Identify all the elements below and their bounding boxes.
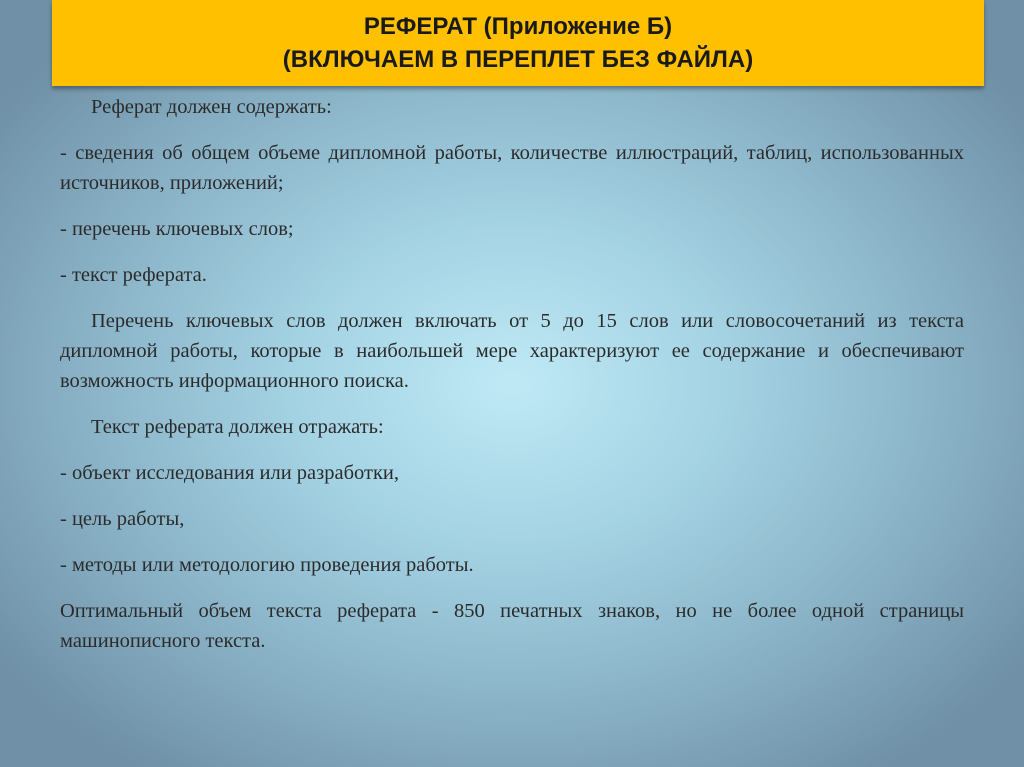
list-item: - перечень ключевых слов;: [60, 218, 294, 240]
slide-subtitle: (ВКЛЮЧАЕМ В ПЕРЕПЛЕТ БЕЗ ФАЙЛА): [282, 46, 754, 73]
list-item: - методы или методологию проведения работы.: [60, 554, 474, 576]
list-item: - объект исследования или разработки,: [60, 462, 400, 484]
slide-title: РЕФЕРАТ (Приложение Б): [363, 13, 673, 40]
paragraph-intro: Реферат должен содержать:: [91, 96, 332, 118]
paragraph-text-requirements: Текст реферата должен отражать:: [91, 416, 384, 438]
list-item: - цель работы,: [60, 508, 185, 530]
paragraph-volume: Оптимальный объем текста реферата - 850 печатных знаков, но не более одной страницы машинописного текста.: [60, 600, 964, 652]
title-banner: [52, 0, 984, 86]
slide-body: [60, 92, 964, 672]
paragraph-keywords: Перечень ключевых слов должен включать от 5 до 15 слов или словосочетаний из текста дипломной работы, которые в наибольшей мере характеризуют ее содержание и обеспечивают возможность информационного поиска.: [60, 310, 964, 392]
list-item: - сведения об общем объеме дипломной работы, количестве иллюстраций, таблиц, использованных источников, приложений;: [60, 142, 964, 194]
list-item: - текст реферата.: [60, 264, 207, 286]
